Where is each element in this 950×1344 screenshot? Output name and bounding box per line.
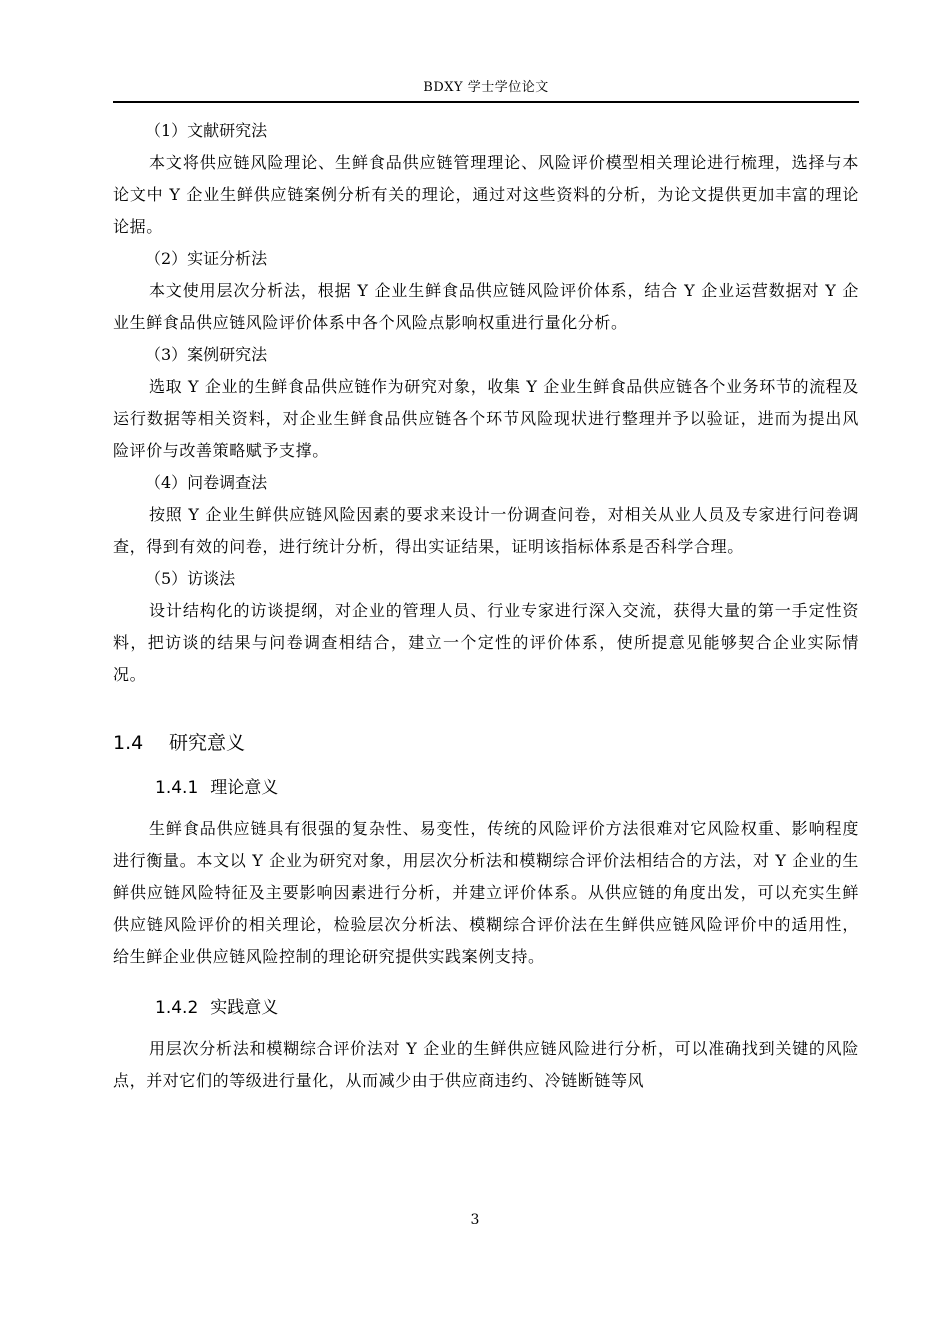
section-heading bbox=[113, 723, 859, 763]
method-heading: （3）案例研究法 bbox=[145, 345, 268, 364]
subsection-title: 理论意义 bbox=[210, 778, 279, 798]
running-header: BDXY 学士学位论文 bbox=[423, 80, 549, 95]
method-paragraph: 设计结构化的访谈提纲，对企业的管理人员、行业专家进行深入交流，获得大量的第一手定性资料，把访谈的结果与问卷调查相结合，建立一个定性的评价体系，使所提意见能够契合企业实际情况。 bbox=[113, 601, 859, 684]
method-heading: （4）问卷调查法 bbox=[145, 473, 268, 492]
section-number: 1.4 bbox=[113, 732, 144, 754]
method-heading: （1）文献研究法 bbox=[145, 121, 268, 140]
subsection-number: 1.4.1 bbox=[155, 778, 199, 798]
method-paragraph: 按照 Y 企业生鲜供应链风险因素的要求来设计一份调查问卷，对相关从业人员及专家进行问卷调查，得到有效的问卷，进行统计分析，得出实证结果，证明该指标体系是否科学合理。 bbox=[113, 505, 859, 556]
method-paragraph: 本文使用层次分析法，根据 Y 企业生鲜食品供应链风险评价体系，结合 Y 企业运营数据对 Y 企业生鲜食品供应链风险评价体系中各个风险点影响权重进行量化分析。 bbox=[113, 281, 859, 332]
method-paragraph: 本文将供应链风险理论、生鲜食品供应链管理理论、风险评价模型相关理论进行梳理，选择与本论文中 Y 企业生鲜供应链案例分析有关的理论，通过对这些资料的分析，为论文提供更加丰富的理论论据。 bbox=[113, 153, 859, 236]
section-title: 研究意义 bbox=[169, 732, 246, 754]
body-content bbox=[113, 115, 859, 1097]
subsection-title: 实践意义 bbox=[210, 998, 279, 1018]
header-divider bbox=[113, 101, 859, 103]
method-paragraph: 选取 Y 企业的生鲜食品供应链作为研究对象，收集 Y 企业生鲜食品供应链各个业务环节的流程及运行数据等相关资料，对企业生鲜食品供应链各个环节风险现状进行整理并予以验证，进而为提出风险评价与改善策略赋予支撑。 bbox=[113, 377, 859, 460]
subsection-heading bbox=[113, 983, 859, 1033]
subsection-paragraph: 用层次分析法和模糊综合评价法对 Y 企业的生鲜供应链风险进行分析，可以准确找到关键的风险点，并对它们的等级进行量化，从而减少由于供应商违约、冷链断链等风 bbox=[113, 1039, 859, 1090]
method-heading: （5）访谈法 bbox=[145, 569, 236, 588]
subsection-number: 1.4.2 bbox=[155, 998, 199, 1018]
subsection-heading bbox=[113, 763, 859, 813]
method-heading: （2）实证分析法 bbox=[145, 249, 268, 268]
subsection-paragraph: 生鲜食品供应链具有很强的复杂性、易变性，传统的风险评价方法很难对它风险权重、影响程度进行衡量。本文以 Y 企业为研究对象，用层次分析法和模糊综合评价法相结合的方法，对 Y 企业的生鲜供应链风险特征及主要影响因素进行分析，并建立评价体系。从供应链的角度出发，可以充实生鲜供应链风险评价的相关理论，检验层次分析法、模糊综合评价法在生鲜供应链风险评价中的适用性，给生鲜企业供应链风险控制的理论研究提供实践案例支持。 bbox=[113, 819, 859, 966]
page-number: 3 bbox=[470, 1212, 480, 1228]
